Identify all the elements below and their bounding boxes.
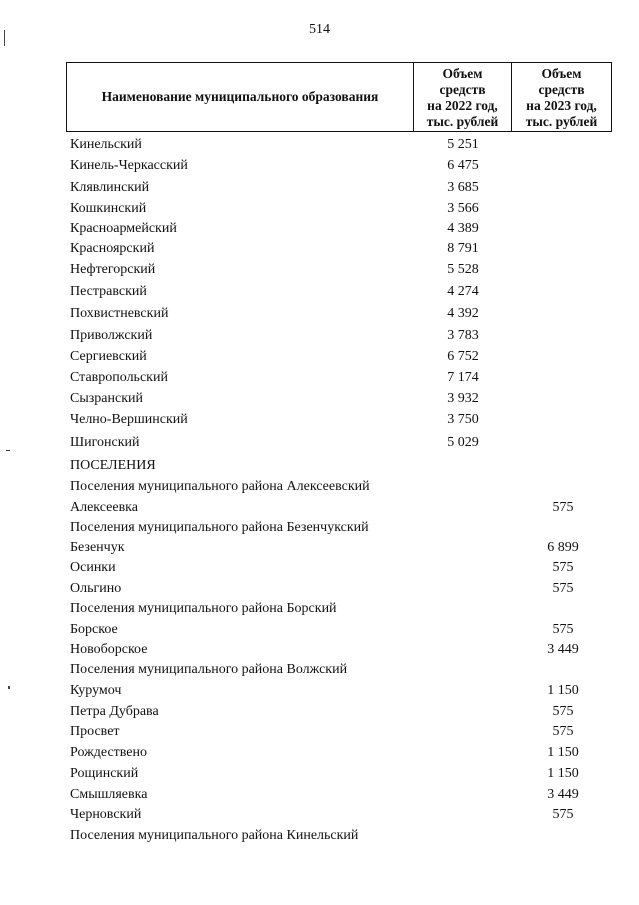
row-name: Новоборское [70, 642, 148, 657]
row-value-2022: 4 389 [447, 221, 479, 236]
table-row [0, 764, 639, 784]
header-2022-label: Объем средств на 2022 год, тыс. рублей [426, 66, 499, 129]
row-name: Курумоч [70, 683, 122, 698]
table-row [0, 178, 639, 198]
table-row [0, 219, 639, 239]
table-row [0, 326, 639, 346]
table-row [0, 660, 639, 680]
table-row [0, 498, 639, 518]
table-row [0, 785, 639, 805]
row-name: Кинель-Черкасский [70, 158, 188, 173]
scan-mark [6, 450, 10, 451]
row-name: Шигонский [70, 435, 140, 450]
table-row [0, 538, 639, 558]
row-name: Сергиевский [70, 349, 147, 364]
table-row [0, 304, 639, 324]
row-value-2023: 1 150 [547, 745, 579, 760]
table-row [0, 640, 639, 660]
row-value-2022: 5 251 [447, 137, 479, 152]
table-row [0, 722, 639, 742]
table-row [0, 260, 639, 280]
row-value-2023: 575 [552, 724, 574, 739]
header-name-column [67, 63, 414, 131]
table-row [0, 456, 639, 476]
table-row [0, 477, 639, 497]
row-value-2022: 3 932 [447, 391, 479, 406]
table-row [0, 743, 639, 763]
header-name-label: Наименование муниципального образования [101, 89, 379, 104]
row-value-2023: 6 899 [547, 540, 579, 555]
row-name: Рощинский [70, 766, 139, 781]
scan-mark [8, 686, 10, 689]
row-name: Красноярский [70, 241, 155, 256]
row-name: Кинельский [70, 137, 142, 152]
row-value-2022: 5 029 [447, 435, 479, 450]
row-value-2022: 5 528 [447, 262, 479, 277]
row-name: Поселения муниципального района Волжский [70, 662, 348, 677]
table-row [0, 239, 639, 259]
row-value-2022: 3 750 [447, 412, 479, 427]
row-name: Кошкинский [70, 201, 147, 216]
table-row [0, 433, 639, 453]
row-value-2023: 575 [552, 581, 574, 596]
row-name: Ольгино [70, 581, 122, 596]
row-name: Петра Дубрава [70, 704, 159, 719]
row-value-2022: 4 392 [447, 306, 479, 321]
table-row [0, 518, 639, 538]
row-name: Осинки [70, 560, 116, 575]
table-row [0, 368, 639, 388]
row-value-2022: 4 274 [447, 284, 479, 299]
row-name: Смышляевка [70, 787, 148, 802]
row-value-2023: 575 [552, 560, 574, 575]
row-value-2022: 7 174 [447, 370, 479, 385]
row-name: Поселения муниципального района Безенчукский [70, 520, 369, 535]
table-row [0, 558, 639, 578]
row-name: Похвистневский [70, 306, 169, 321]
table-row [0, 389, 639, 409]
table-row [0, 826, 639, 846]
row-name: Приволжский [70, 328, 153, 343]
table-row [0, 805, 639, 825]
row-name: Борское [70, 622, 118, 637]
row-value-2023: 1 150 [547, 683, 579, 698]
row-value-2022: 6 752 [447, 349, 479, 364]
table-row [0, 579, 639, 599]
row-value-2023: 575 [552, 622, 574, 637]
scan-mark [4, 30, 5, 46]
row-name: Челно-Вершинский [70, 412, 188, 427]
row-name: Поселения муниципального района Борский [70, 601, 337, 616]
row-name: Просвет [70, 724, 120, 739]
row-name: Нефтегорский [70, 262, 156, 277]
row-name: Безенчук [70, 540, 125, 555]
row-name: ПОСЕЛЕНИЯ [70, 458, 156, 473]
row-value-2023: 3 449 [547, 642, 579, 657]
table-row [0, 702, 639, 722]
header-2023-label: Объем средств на 2023 год, тыс. рублей [525, 66, 598, 129]
row-value-2022: 3 783 [447, 328, 479, 343]
row-name: Черновский [70, 807, 142, 822]
header-2023-column [512, 63, 611, 131]
table-row [0, 599, 639, 619]
table-row [0, 199, 639, 219]
row-name: Клявлинский [70, 180, 150, 195]
table-row [0, 410, 639, 430]
page-number: 514 [309, 22, 330, 37]
row-value-2023: 1 150 [547, 766, 579, 781]
table-row [0, 681, 639, 701]
row-name: Алексеевка [70, 500, 138, 515]
row-value-2023: 575 [552, 500, 574, 515]
row-name: Поселения муниципального района Алексеевский [70, 479, 370, 494]
row-name: Поселения муниципального района Кинельский [70, 828, 359, 843]
table-row [0, 156, 639, 176]
table-row [0, 347, 639, 367]
table-header [66, 62, 612, 132]
row-value-2022: 3 685 [447, 180, 479, 195]
table-row [0, 620, 639, 640]
table-row [0, 282, 639, 302]
row-value-2023: 3 449 [547, 787, 579, 802]
row-value-2022: 6 475 [447, 158, 479, 173]
row-value-2022: 3 566 [447, 201, 479, 216]
row-name: Пестравский [70, 284, 147, 299]
row-name: Рождествено [70, 745, 148, 760]
table-row [0, 135, 639, 155]
row-name: Сызранский [70, 391, 143, 406]
row-value-2022: 8 791 [447, 241, 479, 256]
row-value-2023: 575 [552, 807, 574, 822]
header-2022-column [414, 63, 512, 131]
row-name: Ставропольский [70, 370, 168, 385]
row-name: Красноармейский [70, 221, 177, 236]
row-value-2023: 575 [552, 704, 574, 719]
